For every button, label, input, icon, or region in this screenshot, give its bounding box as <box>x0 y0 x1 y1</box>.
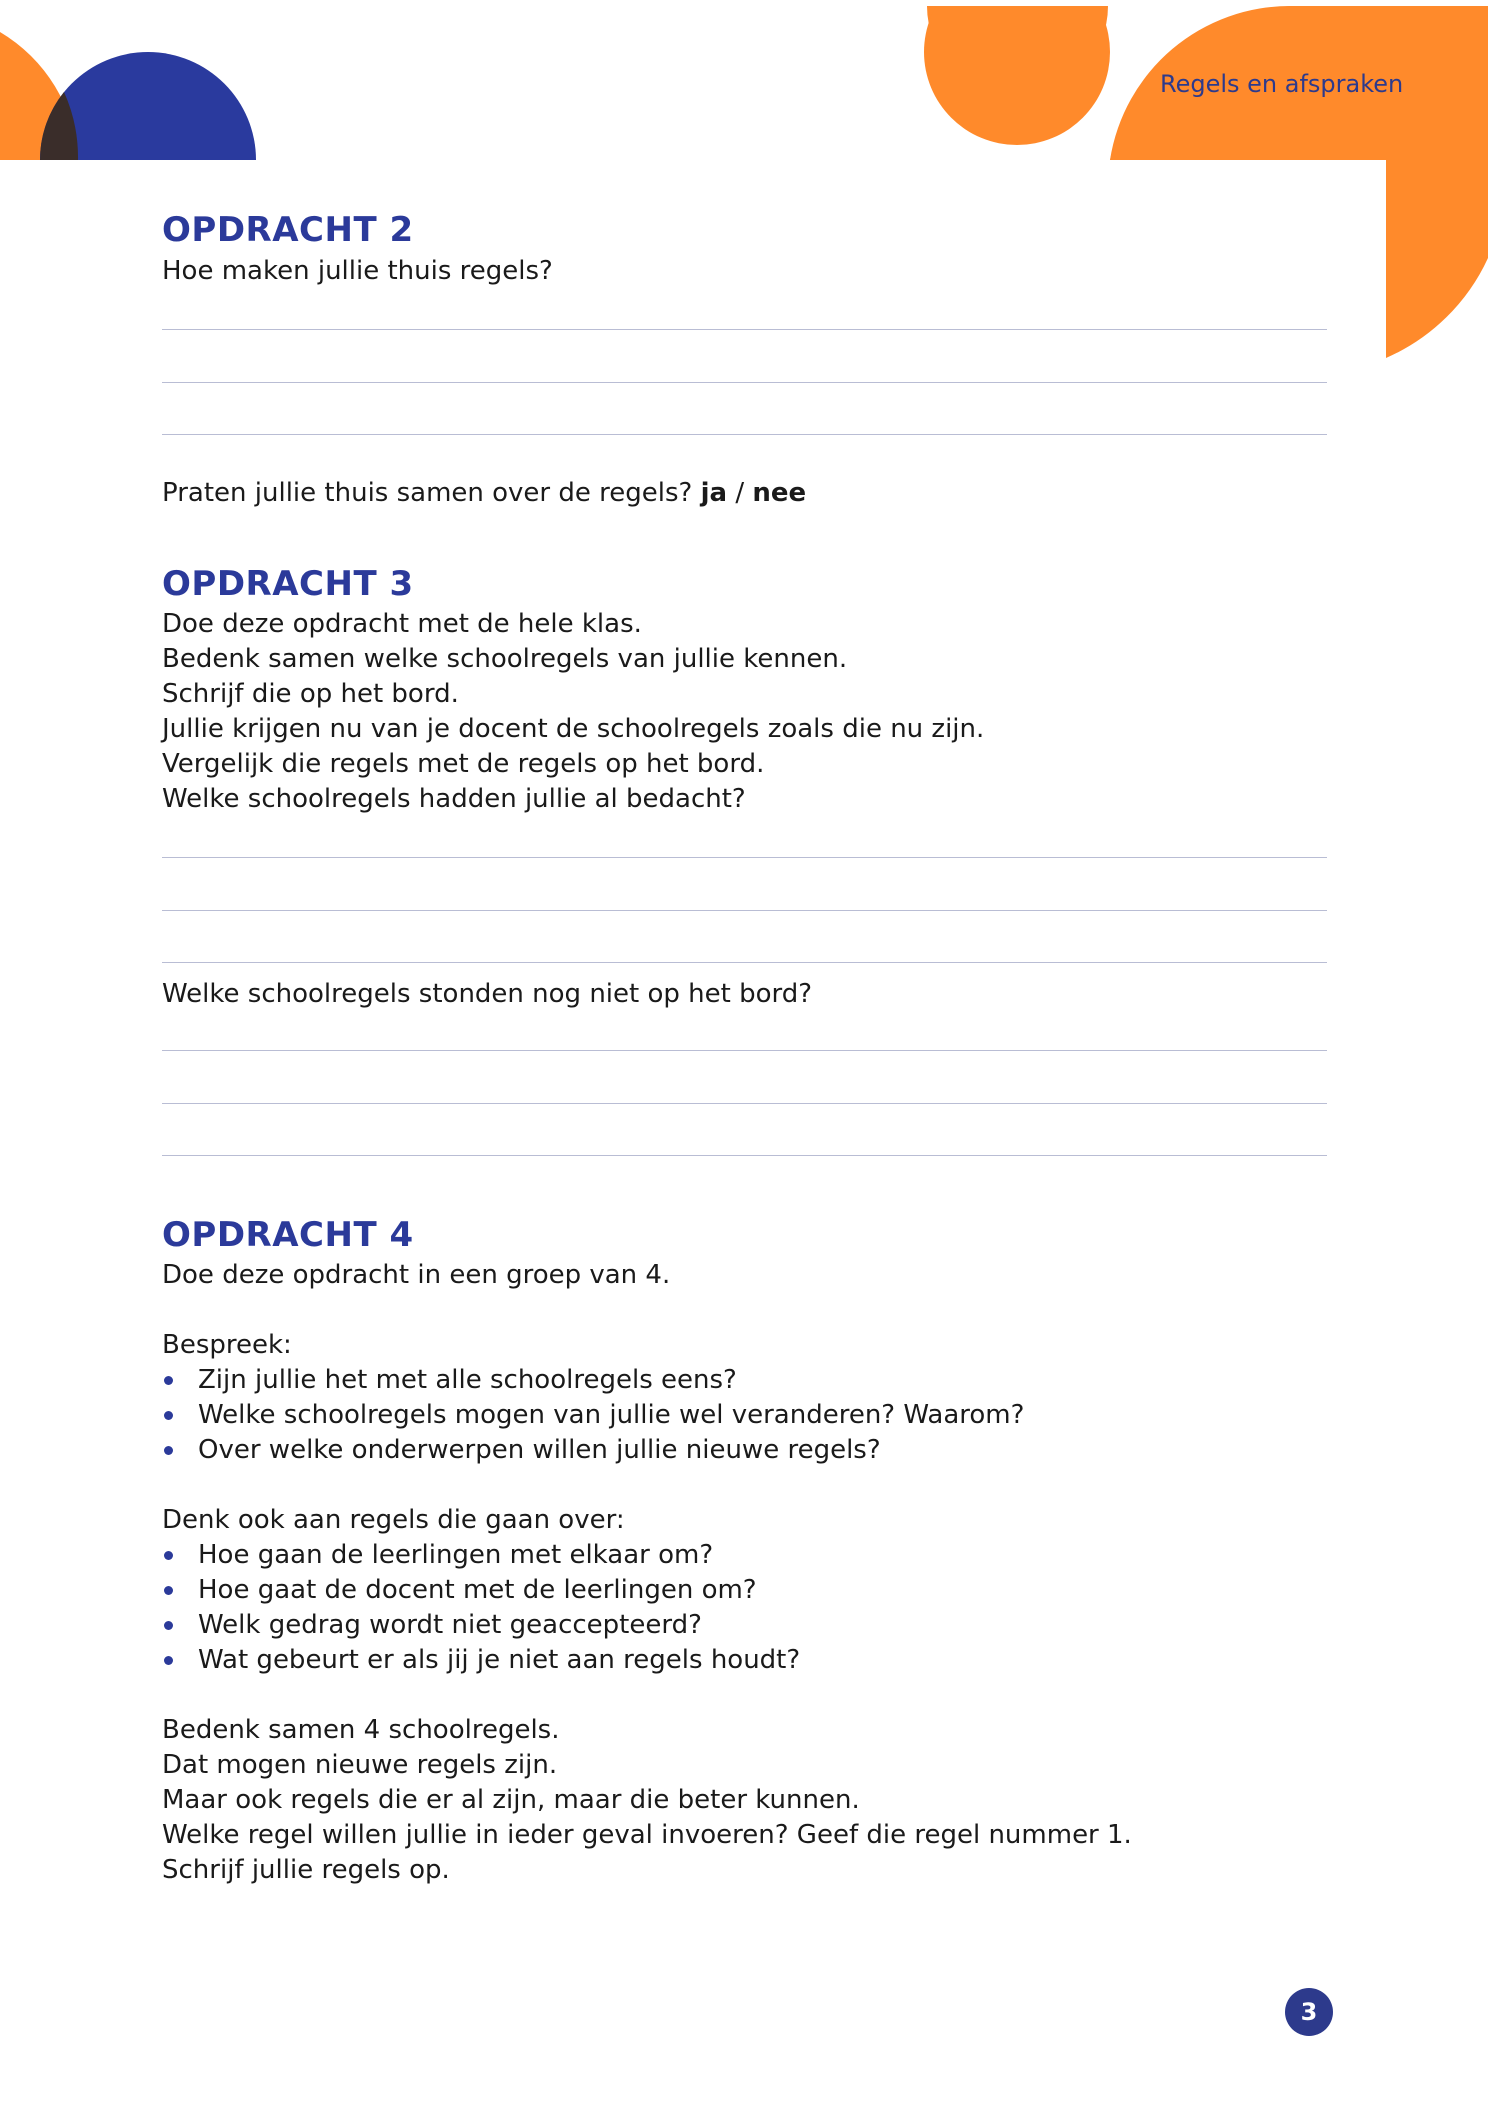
orange-tail-right <box>1386 160 1488 358</box>
instruction-line: Bedenk samen welke schoolregels van jullie kennen. <box>162 644 848 674</box>
answer-line[interactable] <box>162 910 1327 911</box>
answer-line[interactable] <box>162 962 1327 963</box>
bullet-icon <box>164 1586 173 1595</box>
page-number-badge: 3 <box>1285 1988 1333 2036</box>
section-label: Regels en afspraken <box>1160 70 1404 98</box>
denk-label: Denk ook aan regels die gaan over: <box>162 1505 625 1535</box>
list-item: Hoe gaat de docent met de leerlingen om? <box>162 1573 800 1608</box>
closing-line: Bedenk samen 4 schoolregels. <box>162 1715 560 1745</box>
bullet-icon <box>164 1376 173 1385</box>
bespreek-label: Bespreek: <box>162 1330 292 1360</box>
instruction-line: Doe deze opdracht met de hele klas. <box>162 609 642 639</box>
closing-line: Welke regel willen jullie in ieder geval invoeren? Geef die regel nummer 1. <box>162 1820 1132 1850</box>
answer-no[interactable]: nee <box>752 478 807 508</box>
instruction-line: Jullie krijgen nu van je docent de schoolregels zoals die nu zijn. <box>162 714 985 744</box>
answer-line[interactable] <box>162 434 1327 435</box>
closing-line: Maar ook regels die er al zijn, maar die beter kunnen. <box>162 1785 860 1815</box>
answer-line[interactable] <box>162 1155 1327 1156</box>
denk-list <box>162 1538 800 1678</box>
bullet-icon <box>164 1446 173 1455</box>
closing-line: Schrijf jullie regels op. <box>162 1855 450 1885</box>
list-item: Hoe gaan de leerlingen met elkaar om? <box>162 1538 800 1573</box>
closing-line: Dat mogen nieuwe regels zijn. <box>162 1750 558 1780</box>
bullet-icon <box>164 1621 173 1630</box>
answer-line[interactable] <box>162 1050 1327 1051</box>
answer-separator: / <box>735 478 745 508</box>
instruction-line: Welke schoolregels hadden jullie al bedacht? <box>162 784 746 814</box>
answer-line[interactable] <box>162 382 1327 383</box>
opdracht4-intro: Doe deze opdracht in een groep van 4. <box>162 1260 671 1290</box>
list-item: Wat gebeurt er als jij je niet aan regels houdt? <box>162 1643 800 1678</box>
opdracht3-question2: Welke schoolregels stonden nog niet op het bord? <box>162 979 813 1009</box>
bullet-icon <box>164 1656 173 1665</box>
opdracht2-question2 <box>162 476 806 511</box>
answer-yes[interactable]: ja <box>700 478 728 508</box>
list-item: Over welke onderwerpen willen jullie nieuwe regels? <box>162 1433 1024 1468</box>
bespreek-list <box>162 1363 1024 1468</box>
list-item: Welke schoolregels mogen van jullie wel veranderen? Waarom? <box>162 1398 1024 1433</box>
bullet-icon <box>164 1551 173 1560</box>
opdracht2-title: OPDRACHT 2 <box>162 210 414 250</box>
opdracht2-question: Hoe maken jullie thuis regels? <box>162 256 553 286</box>
decorative-shapes <box>0 0 1488 400</box>
answer-line[interactable] <box>162 329 1327 330</box>
opdracht3-title: OPDRACHT 3 <box>162 564 414 604</box>
instruction-line: Vergelijk die regels met de regels op het bord. <box>162 749 765 779</box>
answer-line[interactable] <box>162 1103 1327 1104</box>
instruction-line: Schrijf die op het bord. <box>162 679 459 709</box>
question2-text: Praten jullie thuis samen over de regels? <box>162 478 693 508</box>
list-item: Welk gedrag wordt niet geaccepteerd? <box>162 1608 800 1643</box>
bullet-icon <box>164 1411 173 1420</box>
opdracht4-title: OPDRACHT 4 <box>162 1215 414 1255</box>
list-item: Zijn jullie het met alle schoolregels eens? <box>162 1363 1024 1398</box>
answer-line[interactable] <box>162 857 1327 858</box>
